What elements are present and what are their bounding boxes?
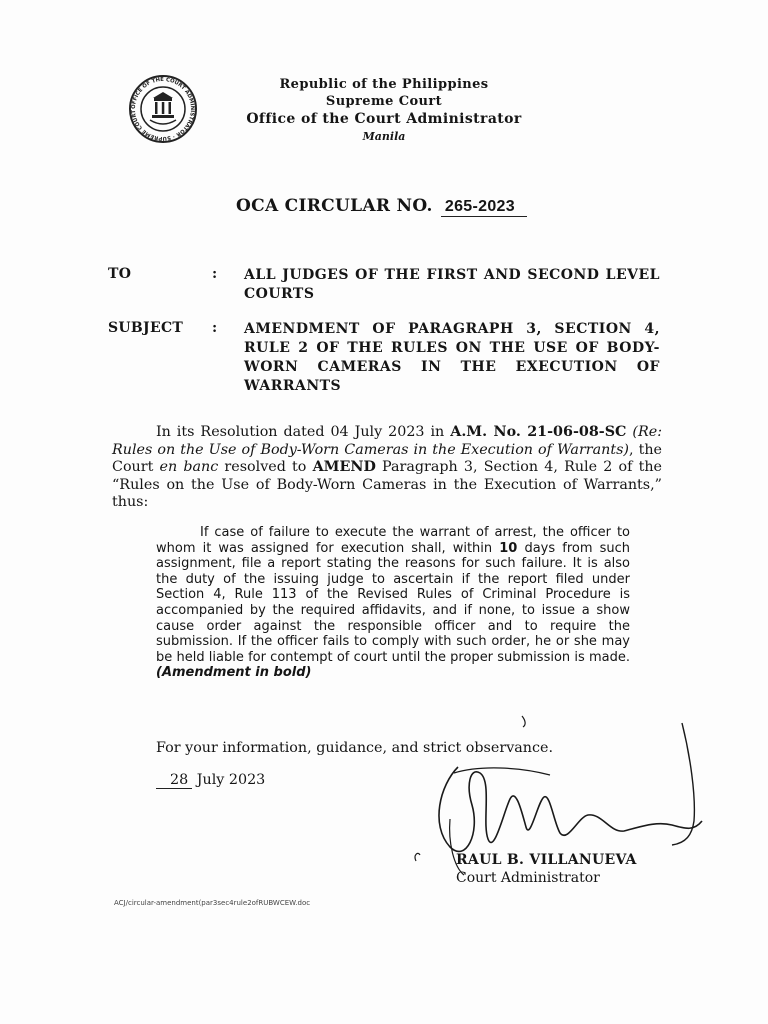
- intro-text-4: Paragraph 3, Section 4, Rule 2 of the “Rules on the Use of Body-Worn Cameras in the Execution of Warrants,” thus:: [112, 459, 662, 511]
- issue-date: [156, 772, 265, 789]
- circular-heading: [236, 196, 527, 217]
- closing-line: For your information, guidance, and strict observance.: [156, 740, 554, 756]
- intro-text-2: , the Court: [112, 441, 662, 476]
- letterhead-republic: Republic of the Philippines: [279, 77, 489, 92]
- to-value: ALL JUDGES OF THE FIRST AND SECOND LEVEL COURTS: [244, 267, 660, 302]
- circular-number: 265-2023: [441, 198, 527, 217]
- letterhead-oca: Office of the Court Administrator: [246, 111, 522, 127]
- signatory-name: RAUL B. VILLANUEVA: [456, 852, 637, 868]
- to-label: TO: [108, 266, 132, 282]
- to-colon: :: [212, 266, 218, 282]
- seal-text: OFFICE OF THE COURT ADMINISTRATOR · SUPREME COURT: [130, 76, 196, 142]
- intro-paragraph: [112, 424, 662, 512]
- date-month-year: July 2023: [196, 772, 266, 788]
- rules-title: (Re: Rules on the Use of Body-Worn Cameras in the Execution of Warrants): [112, 424, 663, 458]
- am-number: A.M. No. 21-06-08-SC: [450, 424, 627, 440]
- date-day: 28: [156, 772, 192, 789]
- quote-text-2: days from such assignment, file a report stating the reasons for such failure. It is also the duty of the issuing judge to ascertain if the report filed under Section 4, Rule 113 of the Revised Rules of Criminal Procedure is accompanied by the required affidavits, and if none, to issue a show cause order against the responsible officer and to require the submission. If the officer fails to comply with such order, he or she may be held liable for contempt of court until the proper submission is made.: [156, 540, 631, 665]
- quote-bold-days: 10: [499, 540, 518, 556]
- subject-value: AMENDMENT OF PARAGRAPH 3, SECTION 4, RULE 2 OF THE RULES ON THE USE OF BODY-WORN CAMERAS IN THE EXECUTION OF WARRANTS: [244, 321, 660, 394]
- file-reference: ACJ/circular-amendment(par3sec4rule2ofRUBWCEW.doc: [114, 899, 311, 907]
- en-banc: en banc: [159, 459, 219, 476]
- amend-word: AMEND: [312, 459, 376, 476]
- intro-text-3: resolved to: [218, 459, 313, 476]
- letterhead-city: Manila: [362, 130, 406, 143]
- letterhead: [0, 76, 768, 144]
- amended-paragraph-quote: [156, 525, 630, 681]
- letterhead-supreme-court: Supreme Court: [325, 94, 443, 109]
- amendment-note: (Amendment in bold): [156, 665, 312, 681]
- circular-label: OCA CIRCULAR NO.: [236, 196, 433, 216]
- quote-text-1: If case of failure to execute the warrant of arrest, the officer to whom it was assigned for execution shall, within: [156, 525, 630, 556]
- intro-text-1: In its Resolution dated 04 July 2023 in: [156, 424, 451, 440]
- subject-colon: :: [212, 320, 218, 336]
- subject-label: SUBJECT: [108, 320, 184, 336]
- signatory-title: Court Administrator: [456, 870, 600, 886]
